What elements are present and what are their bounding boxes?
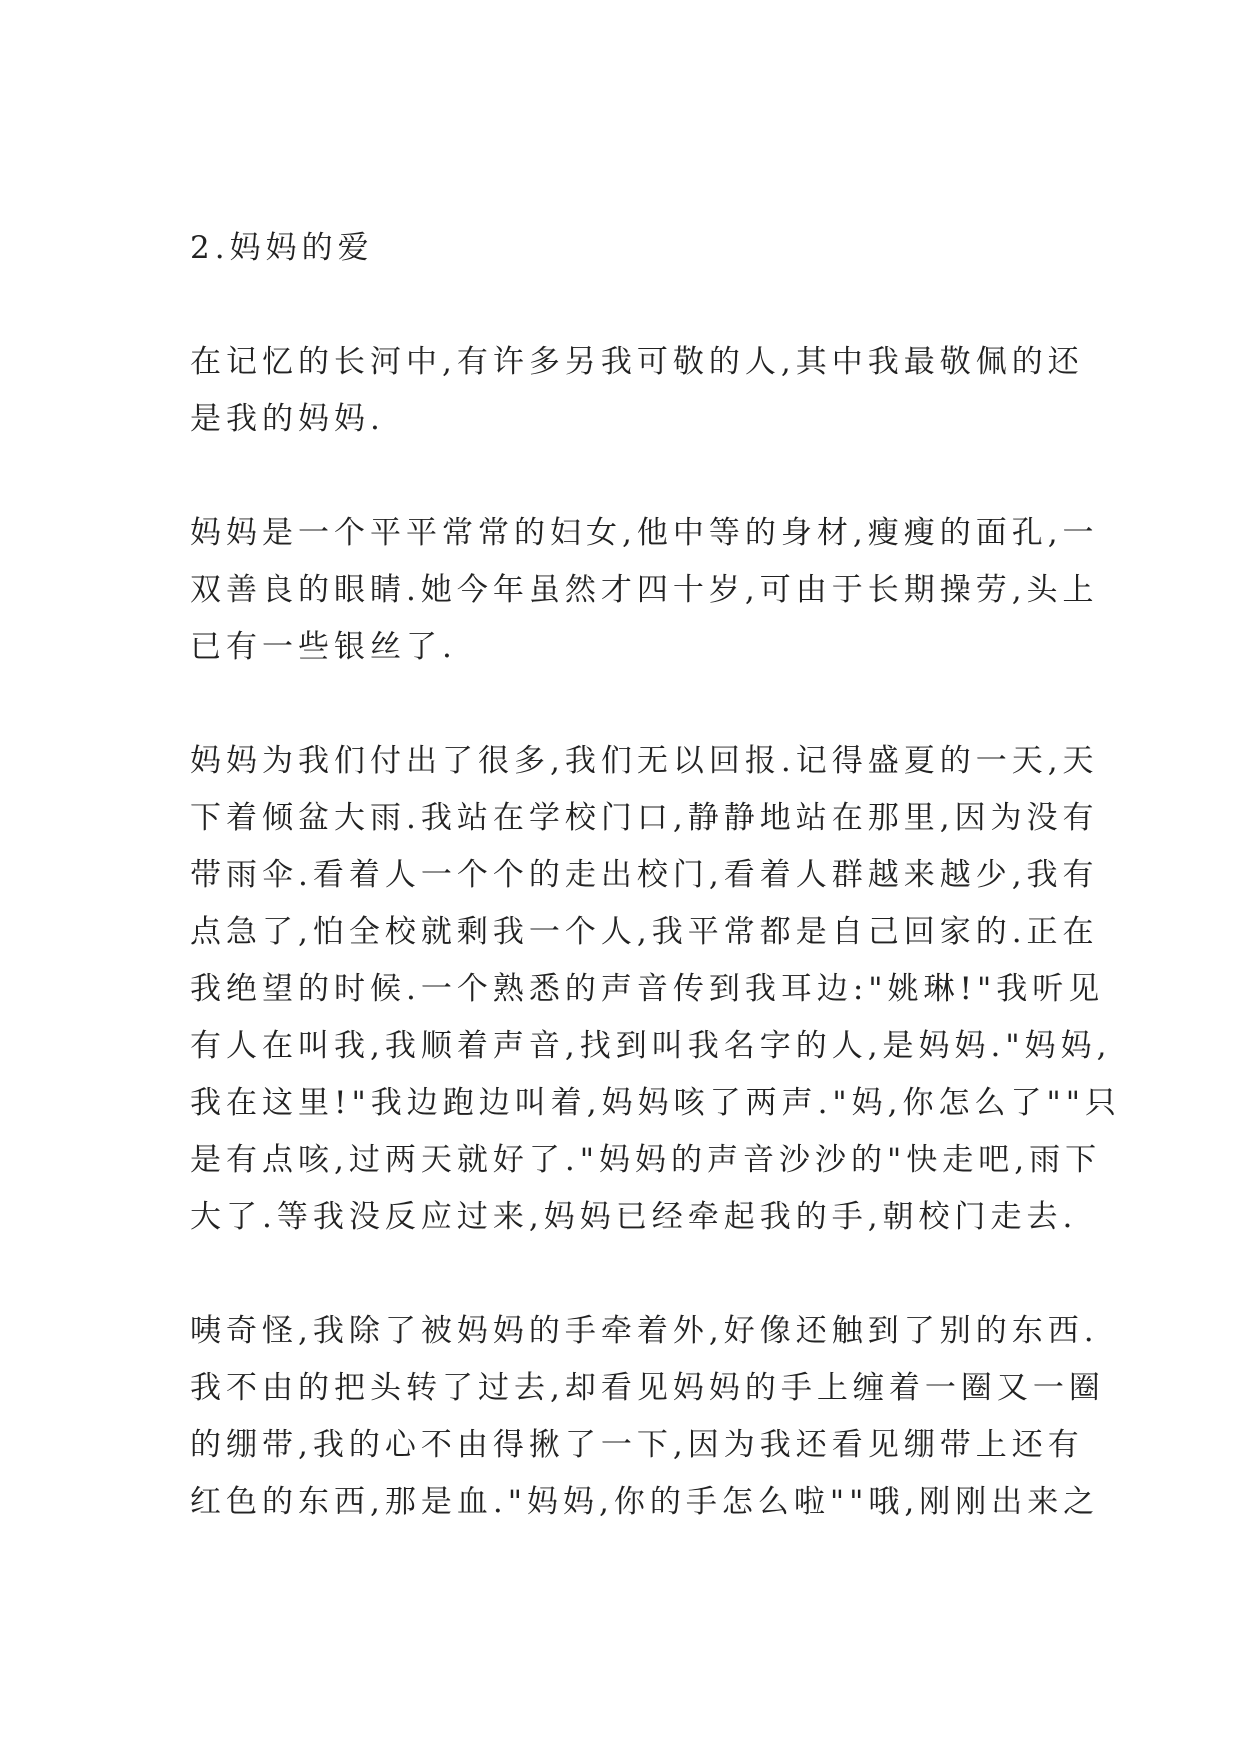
text-line: 是我的妈妈. [190, 401, 385, 437]
text-line: 点急了,怕全校就剩我一个人,我平常都是自己回家的.正在 [190, 914, 1099, 950]
text-line: 妈妈是一个平平常常的妇女,他中等的身材,瘦瘦的面孔,一 [190, 515, 1099, 551]
text-line: 已有一些银丝了. [190, 629, 457, 665]
paragraph-3 [190, 733, 1122, 1246]
text-line: 红色的东西,那是血."妈妈,你的手怎么啦""哦,刚刚出来之 [190, 1484, 1100, 1520]
text-line: 咦奇怪,我除了被妈妈的手牵着外,好像还触到了别的东西. [190, 1313, 1099, 1349]
paragraph-4 [190, 1303, 1105, 1531]
essay-title: 2.妈妈的爱 [190, 230, 374, 266]
document-body [190, 220, 1122, 1588]
text-line: 有人在叫我,我顺着声音,找到叫我名字的人,是妈妈."妈妈, [190, 1028, 1112, 1064]
text-line: 的绷带,我的心不由得揪了一下,因为我还看见绷带上还有 [190, 1427, 1084, 1463]
text-line: 带雨伞.看着人一个个的走出校门,看着人群越来越少,我有 [190, 857, 1099, 893]
paragraph-2 [190, 505, 1099, 676]
text-line: 是有点咳,过两天就好了."妈妈的声音沙沙的"快走吧,雨下 [190, 1142, 1102, 1178]
text-line: 大了.等我没反应过来,妈妈已经牵起我的手,朝校门走去. [190, 1199, 1078, 1235]
text-line: 在记忆的长河中,有许多另我可敬的人,其中我最敬佩的还 [190, 344, 1084, 380]
paragraph-1 [190, 334, 1084, 448]
text-line: 我绝望的时候.一个熟悉的声音传到我耳边:"姚琳!"我听见 [190, 971, 1105, 1007]
text-line: 妈妈为我们付出了很多,我们无以回报.记得盛夏的一天,天 [190, 743, 1099, 779]
text-line: 我不由的把头转了过去,却看见妈妈的手上缠着一圈又一圈 [190, 1370, 1105, 1406]
text-line: 双善良的眼睛.她今年虽然才四十岁,可由于长期操劳,头上 [190, 572, 1099, 608]
text-line: 我在这里!"我边跑边叫着,妈妈咳了两声."妈,你怎么了""只 [190, 1085, 1122, 1121]
text-line: 下着倾盆大雨.我站在学校门口,静静地站在那里,因为没有 [190, 800, 1099, 836]
